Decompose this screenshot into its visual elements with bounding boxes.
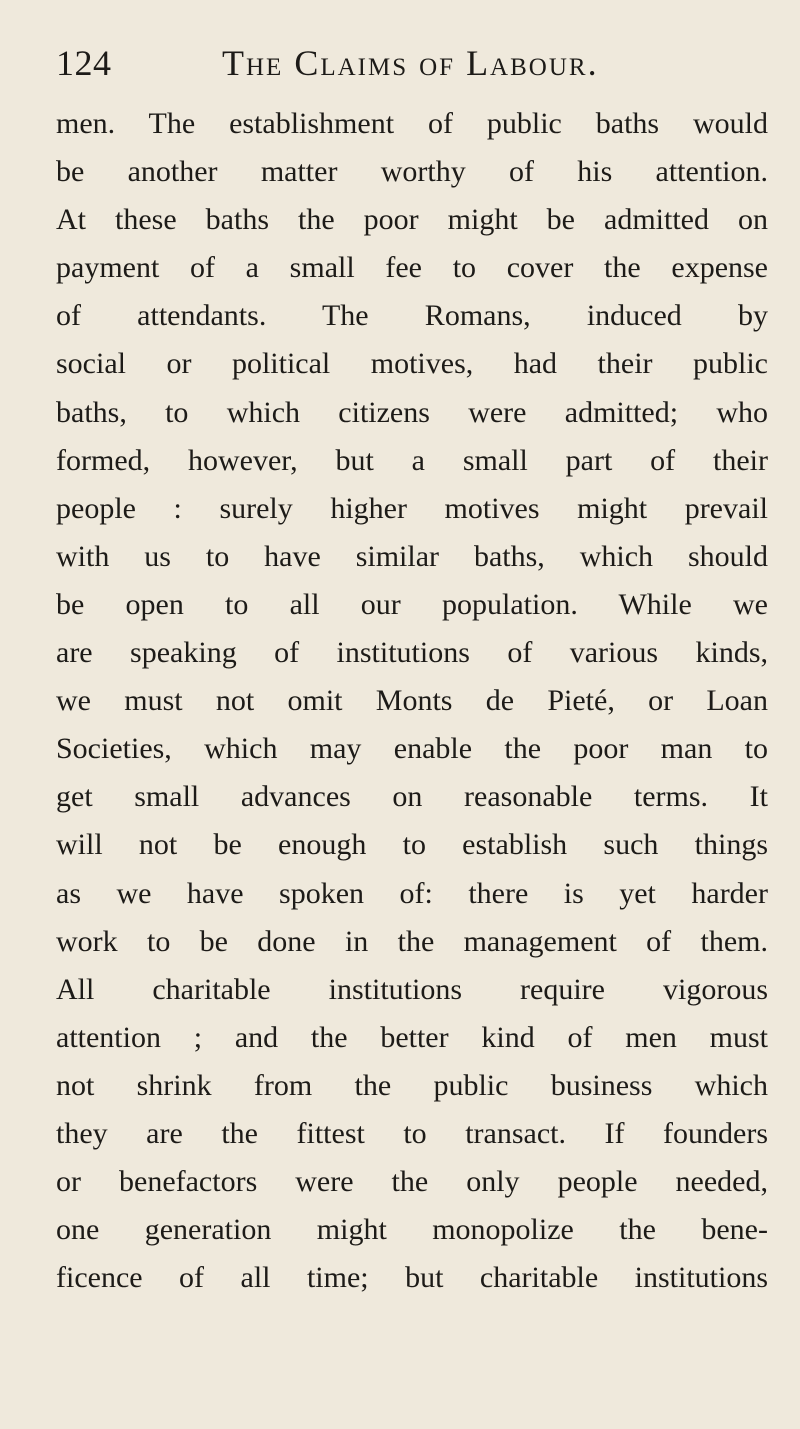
text-line: men. The establishment of public baths would <box>56 107 768 140</box>
text-line: payment of a small fee to cover the expense <box>56 251 768 285</box>
text-line: of attendants. The Romans, induced by <box>56 299 768 333</box>
text-line: get small advances on reasonable terms. It <box>56 780 768 814</box>
text-line: be open to all our population. While we <box>56 587 768 621</box>
page-number: 124 <box>56 43 112 83</box>
body-text <box>56 100 768 1302</box>
text-line: baths, to which citizens were admitted; who <box>56 395 768 429</box>
text-line: with us to have similar baths, which should <box>56 539 768 573</box>
text-line: people : surely higher motives might prevail <box>56 491 768 525</box>
text-line: At these baths the poor might be admitted on <box>56 203 768 237</box>
text-line: be another matter worthy of his attention. <box>56 155 768 189</box>
text-line: will not be enough to establish such things <box>56 828 768 862</box>
running-title: The Claims of Labour. <box>222 43 599 83</box>
text-line: are speaking of institutions of various kinds, <box>56 636 768 670</box>
running-head <box>0 42 800 102</box>
text-line: they are the fittest to transact. If founders <box>56 1116 768 1150</box>
text-line: formed, however, but a small part of their <box>56 443 768 477</box>
text-line: work to be done in the management of them. <box>56 924 768 958</box>
text-line: social or political motives, had their public <box>56 347 768 381</box>
text-line: one generation might monopolize the bene- <box>56 1213 768 1247</box>
text-line: or benefactors were the only people needed, <box>56 1165 768 1199</box>
text-line: ficence of all time; but charitable institutions <box>56 1261 768 1295</box>
text-line: attention ; and the better kind of men must <box>56 1020 768 1054</box>
text-line: Societies, which may enable the poor man to <box>56 732 768 766</box>
text-line: not shrink from the public business which <box>56 1068 768 1102</box>
text-line: we must not omit Monts de Pieté, or Loan <box>56 684 768 718</box>
text-line: All charitable institutions require vigorous <box>56 972 768 1006</box>
text-line: as we have spoken of: there is yet harder <box>56 876 768 910</box>
